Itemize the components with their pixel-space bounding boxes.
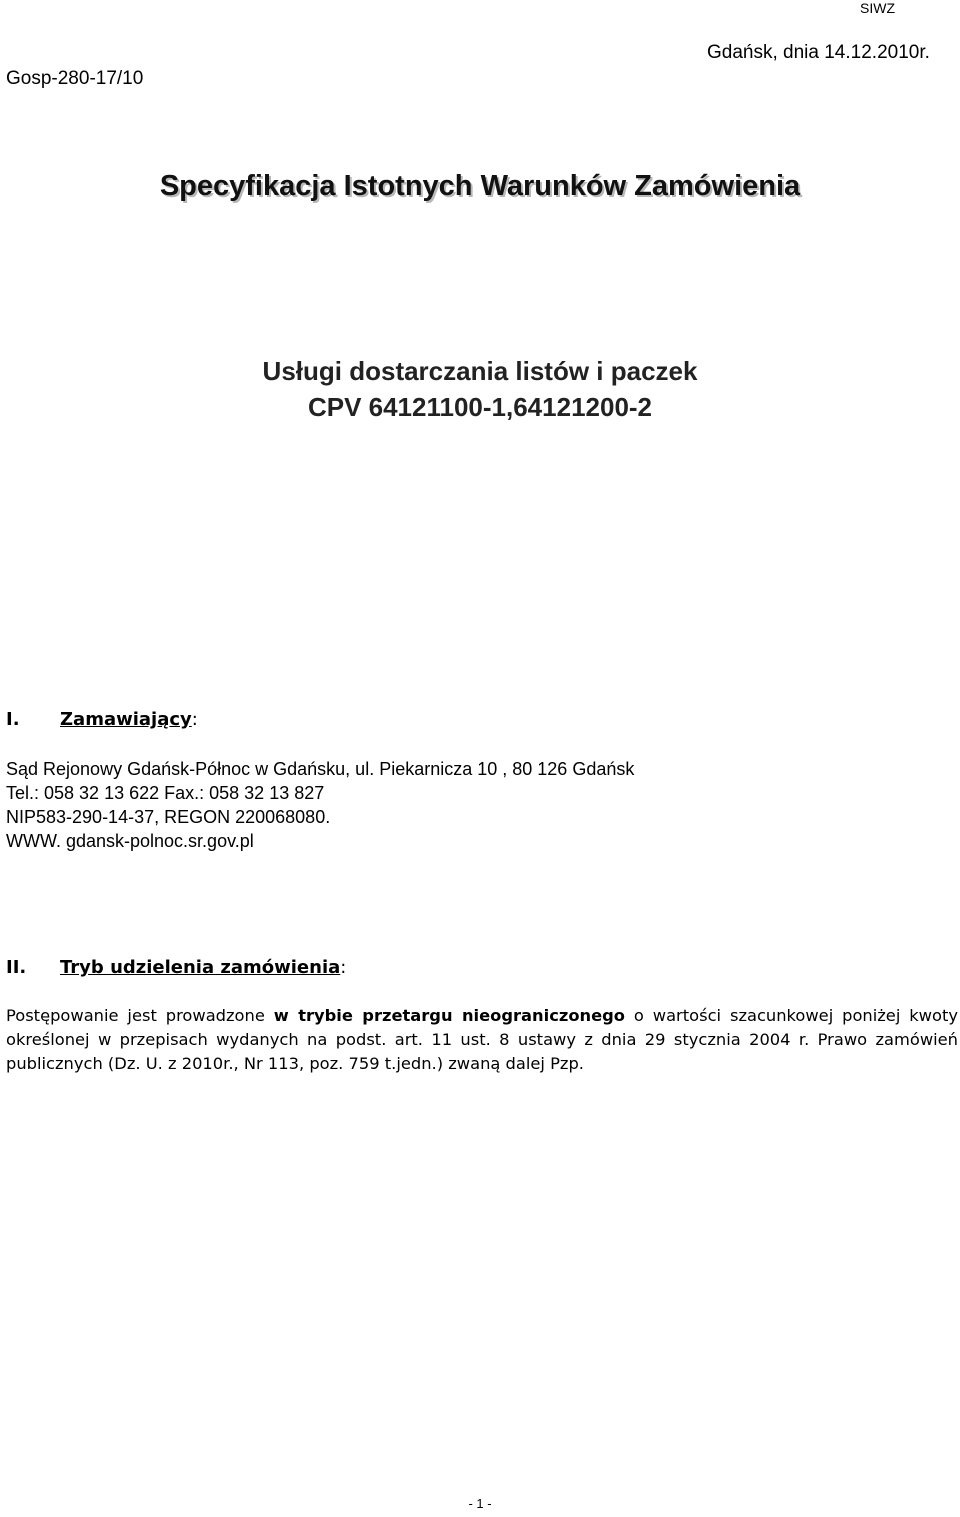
subtitle-cpv: CPV 64121100-1,64121200-2 — [307, 392, 653, 422]
tax-id-line: NIP583-290-14-37, REGON 220068080. — [6, 807, 331, 827]
section-2-label: Tryb udzielenia zamówienia — [60, 957, 341, 978]
document-date: Gdańsk, dnia 14.12.2010r. — [707, 42, 930, 63]
document-title: Specyfikacja Istotnych Warunków Zamówienia — [159, 170, 801, 202]
website-line: WWW. gdansk-polnoc.sr.gov.pl — [6, 831, 254, 851]
procedure-text-end: o wartości szacunkowej poniżej kwoty określonej w przepisach wydanych na podst. art. 11 ust. 8 ustawy z dnia 29 stycznia 2004 r. Prawo zamówień publicznych (Dz. U. z 2010r., Nr 113, poz. 759 t.jedn.) zwaną dalej Pzp. — [6, 1006, 958, 1073]
procedure-paragraph — [6, 1004, 958, 1076]
header-mark: SIWZ — [860, 0, 895, 16]
section-2-colon: : — [340, 957, 347, 978]
address-line: Sąd Rejonowy Gdańsk-Północ w Gdańsku, ul. Piekarnicza 10 , 80 126 Gdańsk — [6, 759, 635, 779]
section-2-number: II. — [6, 957, 27, 978]
section-1-label: Zamawiający — [60, 709, 192, 730]
section-1-number: I. — [6, 709, 20, 730]
document-reference: Gosp-280-17/10 — [6, 68, 144, 89]
page-number: - 1 - — [468, 1496, 492, 1511]
procedure-text-bold: w trybie przetargu nieograniczonego — [273, 1006, 625, 1025]
section-1-colon: : — [191, 709, 198, 730]
section-1-heading — [6, 709, 198, 730]
procedure-text-start: Postępowanie jest prowadzone — [6, 1006, 274, 1025]
contact-line: Tel.: 058 32 13 622 Fax.: 058 32 13 827 — [6, 783, 325, 803]
section-2-heading — [6, 957, 346, 978]
subtitle-service: Usługi dostarczania listów i paczek — [262, 356, 698, 386]
